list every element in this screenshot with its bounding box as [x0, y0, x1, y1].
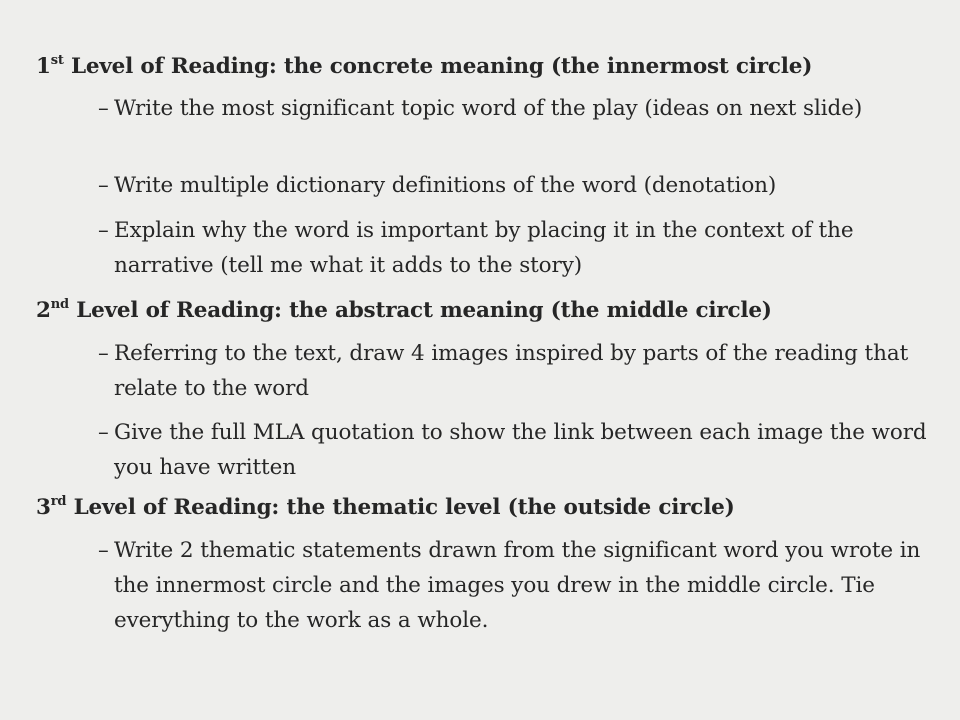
level-1-item-3 [98, 213, 948, 283]
level-2-heading [36, 296, 772, 326]
level-2-item-1 [98, 336, 948, 406]
level-1-number: 1 [36, 54, 51, 79]
level-2-item-2-text: Give the full MLA quotation to show the link between each image the word you have written [114, 420, 927, 480]
level-3-item-1-text: Write 2 thematic statements drawn from the significant word you wrote in the innermost circle and the images you drew in the middle circle. Tie everything to the work as a whole. [114, 538, 921, 633]
level-1-item-2-text: Write multiple dictionary definitions of the word (denotation) [114, 173, 777, 198]
dash-bullet: – [98, 538, 109, 563]
dash-bullet: – [98, 420, 109, 445]
level-1-item-3-text: Explain why the word is important by placing it in the context of the narrative (tell me what it adds to the story) [114, 218, 854, 278]
dash-bullet: – [98, 96, 109, 121]
level-2-suffix: nd [50, 297, 69, 312]
level-3-title: Level of Reading: the thematic level (the outside circle) [66, 495, 735, 520]
level-1-item-1 [98, 91, 948, 126]
dash-bullet: – [98, 173, 109, 198]
level-3-item-1 [98, 533, 948, 638]
level-1-item-1-text: Write the most significant topic word of the play (ideas on next slide) [114, 96, 863, 121]
level-1-suffix: st [50, 53, 64, 68]
level-2-item-1-text: Referring to the text, draw 4 images inspired by parts of the reading that relate to the word [114, 341, 909, 401]
level-1-item-2 [98, 168, 948, 203]
dash-bullet: – [98, 218, 109, 243]
level-3-suffix: rd [50, 494, 67, 509]
level-1-heading [36, 52, 812, 82]
dash-bullet: – [98, 341, 109, 366]
level-3-number: 3 [36, 495, 51, 520]
level-1-title: Level of Reading: the concrete meaning (the innermost circle) [63, 54, 813, 79]
level-3-heading [36, 493, 735, 523]
level-2-item-2 [98, 415, 948, 485]
level-2-title: Level of Reading: the abstract meaning (the middle circle) [68, 298, 772, 323]
level-2-number: 2 [36, 298, 51, 323]
